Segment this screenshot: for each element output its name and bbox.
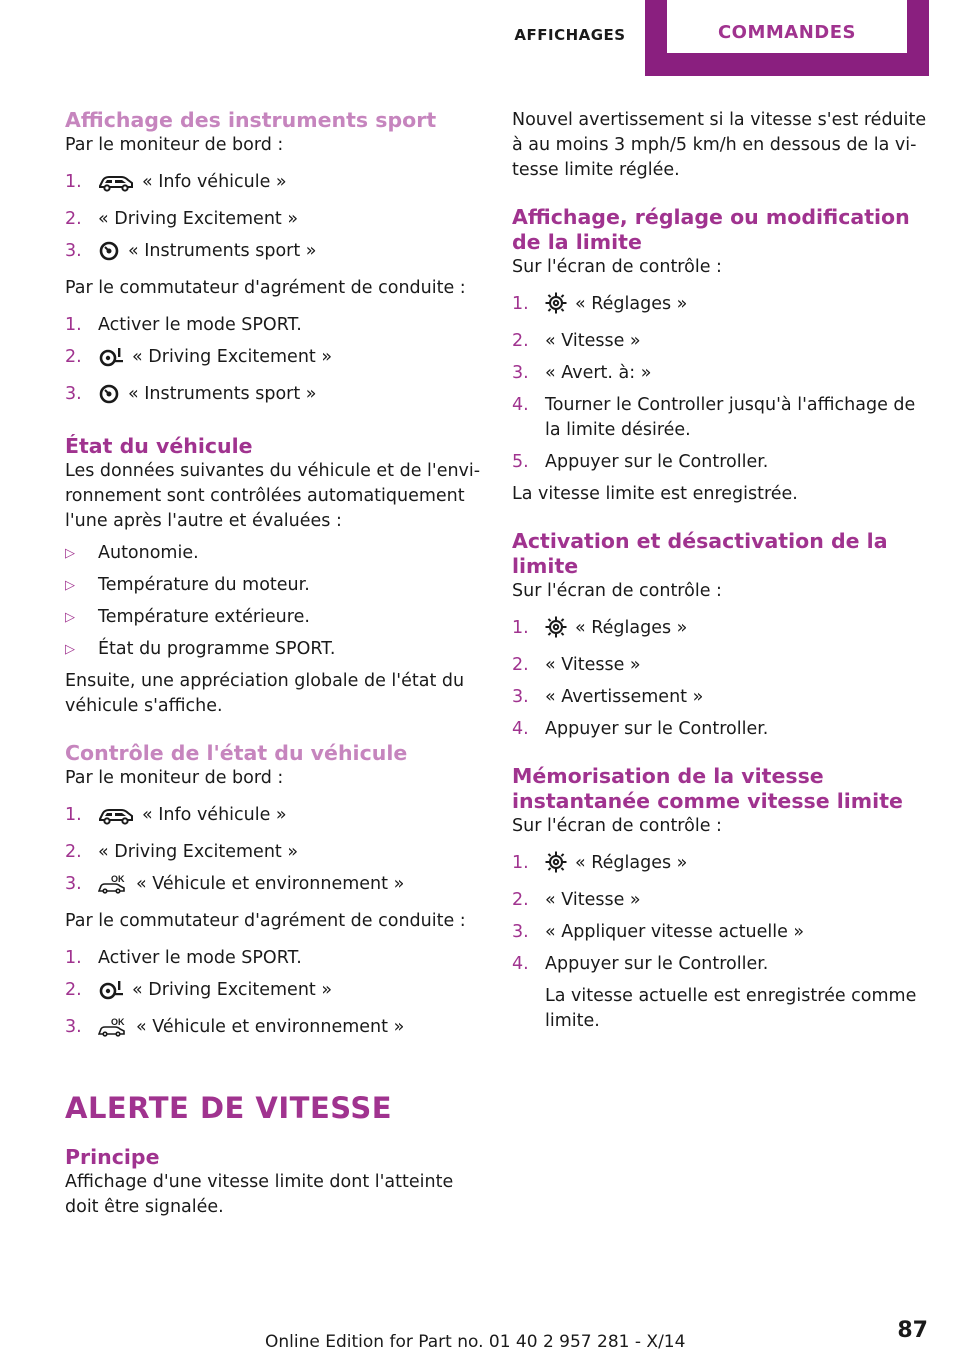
step-text: « Appliquer vitesse actuelle » xyxy=(545,922,805,942)
step-text: Appuyer sur le Controller. xyxy=(545,452,769,472)
list-item xyxy=(65,605,485,630)
section-limit-activation xyxy=(512,529,932,742)
driving-excitement-icon xyxy=(98,347,124,375)
section-outro: La vitesse limite est enregistrée. xyxy=(512,484,798,504)
step-text: « Driving Excitement » xyxy=(132,980,333,1000)
page-number: 87 xyxy=(897,1318,928,1343)
list-item xyxy=(512,888,932,913)
step-number: 2. xyxy=(65,842,82,862)
step-text: Appuyer sur le Controller. xyxy=(545,954,769,974)
driving-excitement-icon xyxy=(98,980,124,1008)
section-intro: Sur l'écran de contrôle : xyxy=(512,257,722,277)
section-intro: Sur l'écran de contrôle : xyxy=(512,816,722,836)
section-intro: Par le moniteur de bord : xyxy=(65,768,284,788)
car-ok-icon xyxy=(98,1017,128,1045)
tab-commandes[interactable] xyxy=(645,0,929,76)
list-item xyxy=(65,872,485,902)
step-text: « Réglages » xyxy=(575,618,688,638)
step-number: 3. xyxy=(65,241,82,261)
list-item xyxy=(512,329,932,354)
step-text: « Réglages » xyxy=(575,853,688,873)
tab-affichages[interactable] xyxy=(500,0,640,76)
step-text: « Réglages » xyxy=(575,294,688,314)
section-title: Affichage des instruments sport xyxy=(65,108,437,132)
car-info-icon xyxy=(98,172,134,200)
step-text: « Info véhicule » xyxy=(142,805,287,825)
list-item xyxy=(512,361,932,386)
step-number: 5. xyxy=(512,452,529,472)
step-text: Activer le mode SPORT. xyxy=(98,948,302,968)
step-number: 2. xyxy=(512,655,529,675)
section-title: Affichage, réglage ou modification de la limite xyxy=(512,205,910,254)
settings-icon xyxy=(545,616,567,646)
list-item xyxy=(512,292,932,322)
bullet-triangle-icon: ▷ xyxy=(65,642,75,657)
step-number: 2. xyxy=(512,331,529,351)
step-list xyxy=(65,313,485,412)
list-item xyxy=(65,541,485,566)
step-text: « Vitesse » xyxy=(545,655,641,675)
tab-commandes-label: COMMANDES xyxy=(717,22,857,43)
step-number: 1. xyxy=(512,294,529,314)
section-vehicle-check xyxy=(65,741,485,1045)
step-number: 3. xyxy=(65,384,82,404)
bullet-text: État du programme SPORT. xyxy=(98,639,336,659)
step-number: 1. xyxy=(65,948,82,968)
list-item xyxy=(512,450,932,475)
bullet-triangle-icon: ▷ xyxy=(65,546,75,561)
step-text: « Vitesse » xyxy=(545,331,641,351)
section-outro: Ensuite, une appréciation globale de l'état du véhicule s'affiche. xyxy=(65,671,465,716)
list-item xyxy=(65,207,485,232)
step-text: « Avertissement » xyxy=(545,687,704,707)
section-intro: Par le moniteur de bord : xyxy=(65,135,284,155)
step-text: « Vitesse » xyxy=(545,890,641,910)
step-note: La vitesse actuelle est enregistrée comme limite. xyxy=(545,986,917,1031)
page-footer xyxy=(0,1318,960,1358)
step-text: « Instruments sport » xyxy=(128,384,317,404)
gauge-icon xyxy=(98,384,120,412)
bullet-text: Température extérieure. xyxy=(98,607,310,627)
step-text: Tourner le Controller jusqu'à l'affichage de la limite désirée. xyxy=(545,395,916,440)
step-number: 1. xyxy=(512,618,529,638)
list-item xyxy=(512,653,932,678)
step-text: « Info véhicule » xyxy=(142,172,287,192)
list-item xyxy=(65,313,485,338)
list-item xyxy=(65,803,485,833)
tab-affichages-label: AFFICHAGES xyxy=(514,26,626,44)
list-item xyxy=(512,616,932,646)
step-number: 1. xyxy=(512,853,529,873)
section-intro-2: Par le commutateur d'agrément de conduite : xyxy=(65,278,466,298)
list-item xyxy=(65,978,485,1008)
list-item xyxy=(65,382,485,412)
step-list xyxy=(65,170,485,269)
section-title: Contrôle de l'état du véhicule xyxy=(65,741,408,765)
car-ok-icon xyxy=(98,874,128,902)
section-intro: Sur l'écran de contrôle : xyxy=(512,581,722,601)
step-text: « Driving Excitement » xyxy=(98,209,299,229)
list-item xyxy=(65,946,485,971)
step-number: 2. xyxy=(65,347,82,367)
step-text: « Avert. à: » xyxy=(545,363,652,383)
settings-icon xyxy=(545,851,567,881)
list-item xyxy=(512,851,932,881)
step-number: 3. xyxy=(512,363,529,383)
step-list xyxy=(65,803,485,902)
list-item xyxy=(65,239,485,269)
edition-text: Online Edition for Part no. 01 40 2 957 281 - X/14 xyxy=(265,1332,686,1352)
list-item xyxy=(512,717,932,742)
step-number: 2. xyxy=(65,209,82,229)
left-column xyxy=(65,108,485,1220)
step-number: 4. xyxy=(512,719,529,739)
step-number: 3. xyxy=(512,922,529,942)
step-number: 1. xyxy=(65,805,82,825)
tab-commandes-inner xyxy=(667,0,907,53)
step-number: 3. xyxy=(65,874,82,894)
list-item xyxy=(65,170,485,200)
principe-text: Affichage d'une vitesse limite dont l'atteinte doit être signalée. xyxy=(65,1172,454,1217)
gauge-icon xyxy=(98,241,120,269)
step-number: 3. xyxy=(65,1017,82,1037)
list-item xyxy=(512,685,932,710)
list-item xyxy=(65,1015,485,1045)
chapter-title: ALERTE DE VITESSE xyxy=(65,1091,393,1125)
settings-icon xyxy=(545,292,567,322)
bullet-text: Température du moteur. xyxy=(98,575,310,595)
step-list xyxy=(512,292,932,475)
step-number: 1. xyxy=(65,315,82,335)
step-number: 4. xyxy=(512,395,529,415)
list-item xyxy=(512,393,932,443)
bullet-triangle-icon: ▷ xyxy=(65,610,75,625)
section-title-principe: Principe xyxy=(65,1145,160,1169)
section-vehicle-state xyxy=(65,434,485,719)
list-item xyxy=(512,920,932,945)
list-item xyxy=(65,345,485,375)
section-speed-memorisation xyxy=(512,764,932,1034)
step-text: Appuyer sur le Controller. xyxy=(545,719,769,739)
svg-text:OK: OK xyxy=(111,1017,125,1027)
step-text: « Véhicule et environnement » xyxy=(136,1017,405,1037)
list-item xyxy=(65,840,485,865)
step-number: 2. xyxy=(512,890,529,910)
list-item xyxy=(65,637,485,662)
step-list xyxy=(65,946,485,1045)
bullet-text: Autonomie. xyxy=(98,543,199,563)
section-limit-setting xyxy=(512,205,932,507)
section-title: État du véhicule xyxy=(65,434,253,458)
step-text: « Driving Excitement » xyxy=(98,842,299,862)
section-intro: Les données suivantes du véhicule et de l'environnement sont contrôlées automatiquement l'une après l'autre et évaluées : xyxy=(65,461,481,531)
list-item xyxy=(512,952,932,1034)
section-intro-2: Par le commutateur d'agrément de conduite : xyxy=(65,911,466,931)
step-text: « Driving Excitement » xyxy=(132,347,333,367)
list-item xyxy=(65,573,485,598)
section-title: Activation et désactivation de la limite xyxy=(512,529,888,578)
bullet-list xyxy=(65,541,485,662)
step-number: 1. xyxy=(65,172,82,192)
step-list xyxy=(512,616,932,742)
step-number: 3. xyxy=(512,687,529,707)
bullet-triangle-icon: ▷ xyxy=(65,578,75,593)
right-intro: Nouvel avertissement si la vitesse s'est réduite à au moins 3 mph/5 km/h en dessous de la vitesse limite réglée. xyxy=(512,110,927,180)
step-text: « Véhicule et environnement » xyxy=(136,874,405,894)
section-title: Mémorisation de la vitesse instantanée comme vitesse limite xyxy=(512,764,903,813)
right-column xyxy=(512,108,932,1041)
step-text: Activer le mode SPORT. xyxy=(98,315,302,335)
step-list xyxy=(512,851,932,1034)
step-number: 2. xyxy=(65,980,82,1000)
section-sport-instruments xyxy=(65,108,485,412)
page-header xyxy=(0,0,960,76)
car-info-icon xyxy=(98,805,134,833)
step-number: 4. xyxy=(512,954,529,974)
svg-text:OK: OK xyxy=(111,874,125,884)
step-text: « Instruments sport » xyxy=(128,241,317,261)
